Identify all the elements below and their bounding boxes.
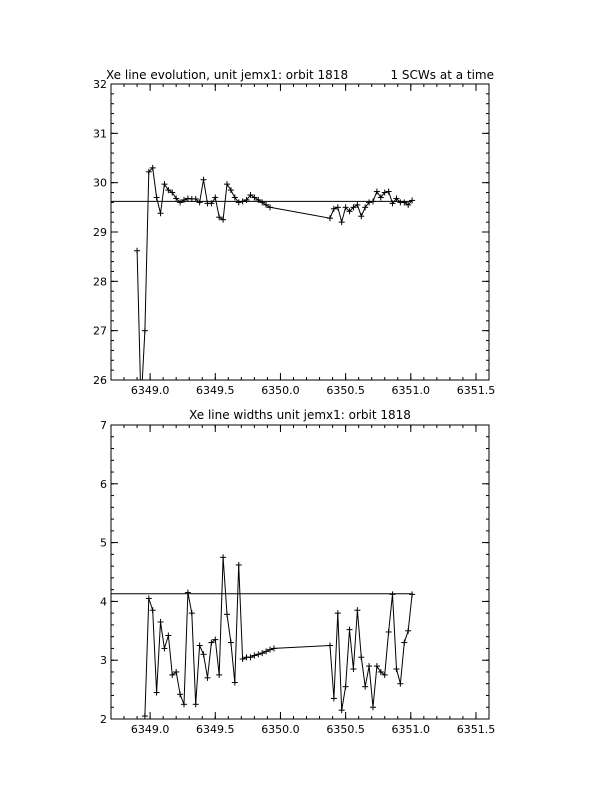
y-tick-label: 4 (100, 595, 107, 609)
y-tick-label: 32 (93, 78, 107, 91)
y-tick-label: 3 (100, 654, 107, 668)
data-point-marker (339, 707, 345, 713)
data-point-marker (240, 198, 246, 204)
data-point-marker (255, 651, 261, 657)
y-tick-label: 2 (100, 713, 107, 726)
data-point-marker (358, 213, 364, 219)
data-point-marker (358, 654, 364, 660)
y-tick-label: 7 (100, 419, 107, 432)
x-tick-label: 6349.5 (196, 384, 235, 397)
data-point-marker (405, 628, 411, 634)
data-point-marker (201, 177, 207, 183)
plot-frame (111, 84, 489, 380)
x-tick-label: 6350.0 (261, 723, 300, 736)
data-point-marker (204, 675, 210, 681)
x-tick-label: 6351.5 (456, 723, 496, 736)
x-tick-label: 6351.0 (391, 723, 431, 736)
data-point-marker (161, 181, 167, 187)
data-point-marker (354, 607, 360, 613)
y-tick-label: 31 (93, 127, 107, 141)
y-tick-label: 28 (93, 275, 107, 289)
data-point-marker (134, 248, 140, 254)
data-point-marker (393, 666, 399, 672)
x-tick-label: 6350.5 (326, 723, 365, 736)
data-point-marker (370, 198, 376, 204)
data-point-marker (343, 684, 349, 690)
data-point-marker (197, 643, 203, 649)
data-point-marker (401, 640, 407, 646)
x-tick-label: 6351.5 (456, 384, 496, 397)
data-point-marker (366, 663, 372, 669)
data-point-marker (142, 713, 148, 719)
data-point-marker (335, 610, 341, 616)
y-tick-label: 29 (93, 226, 107, 239)
data-point-marker (331, 206, 337, 212)
data-point-marker (327, 215, 333, 221)
data-point-marker (165, 633, 171, 639)
data-point-marker (327, 643, 333, 649)
data-point-marker (362, 684, 368, 690)
data-point-marker (347, 627, 353, 633)
data-point-marker (397, 681, 403, 687)
data-point-marker (409, 591, 415, 597)
data-point-marker (386, 629, 392, 635)
data-point-marker (350, 666, 356, 672)
data-point-marker (228, 640, 234, 646)
data-point-marker (236, 562, 242, 568)
data-point-marker (150, 607, 156, 613)
data-point-marker (158, 619, 164, 625)
data-point-marker (142, 328, 148, 334)
plot-frame (111, 425, 489, 719)
data-point-marker (185, 590, 191, 596)
chart-subtitle: 1 SCWs at a time (390, 68, 494, 82)
data-point-marker (193, 701, 199, 707)
y-tick-label: 30 (93, 176, 107, 190)
data-point-marker (339, 219, 345, 225)
data-point-marker (386, 189, 392, 195)
data-point-marker (212, 194, 218, 200)
data-point-marker (331, 695, 337, 701)
x-tick-label: 6350.5 (326, 384, 365, 397)
data-point-marker (158, 210, 164, 216)
data-point-marker (228, 187, 234, 193)
data-point-marker (181, 701, 187, 707)
chart-title: Xe line evolution, unit jemx1: orbit 1818 (106, 68, 349, 82)
data-point-marker (374, 663, 380, 669)
plot-marks (93, 78, 495, 405)
y-tick-label: 26 (93, 374, 107, 387)
data-point-marker (220, 554, 226, 560)
xe-line-evolution-chart (93, 68, 495, 405)
data-point-marker (232, 680, 238, 686)
data-point-marker (154, 194, 160, 200)
data-point-marker (335, 204, 341, 210)
chart-title: Xe line widths unit jemx1: orbit 1818 (189, 408, 411, 422)
data-point-marker (224, 181, 230, 187)
data-point-marker (271, 645, 277, 651)
x-tick-label: 6349.0 (130, 384, 170, 397)
data-point-marker (189, 610, 195, 616)
data-point-marker (224, 611, 230, 617)
data-point-marker (201, 651, 207, 657)
data-point-marker (216, 672, 222, 678)
data-point-marker (154, 690, 160, 696)
x-tick-label: 6350.0 (261, 384, 300, 397)
series-line (137, 168, 412, 405)
series-line (145, 557, 412, 716)
y-tick-label: 5 (100, 536, 107, 550)
data-point-marker (374, 189, 380, 195)
y-tick-label: 6 (100, 477, 107, 491)
x-tick-label: 6349.0 (130, 723, 170, 736)
data-point-marker (161, 645, 167, 651)
x-tick-label: 6351.0 (391, 384, 431, 397)
xe-line-widths-chart (100, 408, 495, 736)
y-tick-label: 27 (93, 324, 107, 338)
x-tick-label: 6349.5 (196, 723, 235, 736)
plot-marks (100, 419, 495, 736)
data-point-marker (177, 691, 183, 697)
data-point-marker (146, 595, 152, 601)
data-point-marker (370, 704, 376, 710)
data-point-marker (390, 591, 396, 597)
